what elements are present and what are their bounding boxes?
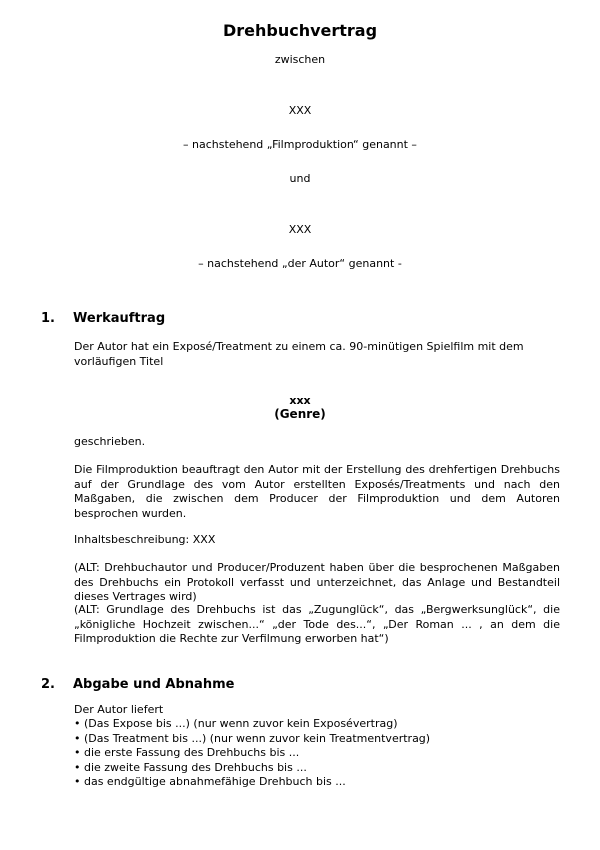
- section-1-alt-1: (ALT: Drehbuchautor und Producer/Produzent haben über die besprochenen Maßgaben des Drehbuchs ein Protokoll verfasst und unterzeichnet, das Anlage und Bestandteil dieses Vertrages wird): [74, 561, 560, 603]
- section-1-number: 1.: [41, 311, 55, 326]
- section-1-alt-2: (ALT: Grundlage des Drehbuchs ist das „Zugunglück“, das „Bergwerksunglück“, die „königliche Hochzeit zwischen...“ „der Tode des...“, „Der Roman ... , an dem die Filmproduktion die Rechte zur Verfilmung erworben hat“): [74, 603, 560, 645]
- section-1-intro: Der Autor hat ein Exposé/Treatment zu einem ca. 90-minütigen Spielfilm mit dem vorläufigen Titel: [74, 340, 524, 368]
- list-item: • das endgültige abnahmefähige Drehbuch bis ...: [74, 775, 346, 788]
- section-2-intro: Der Autor liefert: [74, 703, 164, 716]
- list-item: • (Das Treatment bis ...) (nur wenn zuvor kein Treatmentvertrag): [74, 731, 431, 745]
- section-1-synopsis: Inhaltsbeschreibung: XXX: [74, 533, 216, 546]
- party1-role: – nachstehend „Filmproduktion“ genannt –: [183, 138, 417, 151]
- section-1-written: geschrieben.: [74, 435, 146, 448]
- work-title: xxx: [289, 394, 311, 407]
- list-item: • die erste Fassung des Drehbuchs bis ...: [74, 746, 300, 759]
- list-item: • (Das Expose bis ...) (nur wenn zuvor kein Exposévertrag): [74, 717, 398, 730]
- section-2-number: 2.: [41, 677, 55, 692]
- delivery-list: [74, 717, 560, 790]
- party2-name: XXX: [288, 223, 312, 236]
- party2-role: – nachstehend „der Autor“ genannt -: [198, 257, 402, 270]
- document-title: Drehbuchvertrag: [222, 21, 378, 40]
- party1-name: XXX: [288, 104, 312, 117]
- list-item: • die zweite Fassung des Drehbuchs bis ...: [74, 760, 307, 774]
- section-1-commission: Die Filmproduktion beauftragt den Autor mit der Erstellung des drehfertigen Drehbuchs auf der Grundlage des vom Autor erstellten Exposés/Treatments und nach den Maßgaben, die zwischen dem Producer der Filmproduktion und dem Autoren besprochen wurden.: [74, 463, 560, 520]
- section-1-title: Werkauftrag: [73, 311, 166, 326]
- section-1-heading: [41, 311, 165, 326]
- and-label: und: [289, 172, 311, 185]
- between-label: zwischen: [274, 53, 326, 66]
- work-genre: (Genre): [274, 407, 326, 421]
- section-2-heading: [41, 677, 234, 692]
- section-2-title: Abgabe und Abnahme: [73, 677, 235, 692]
